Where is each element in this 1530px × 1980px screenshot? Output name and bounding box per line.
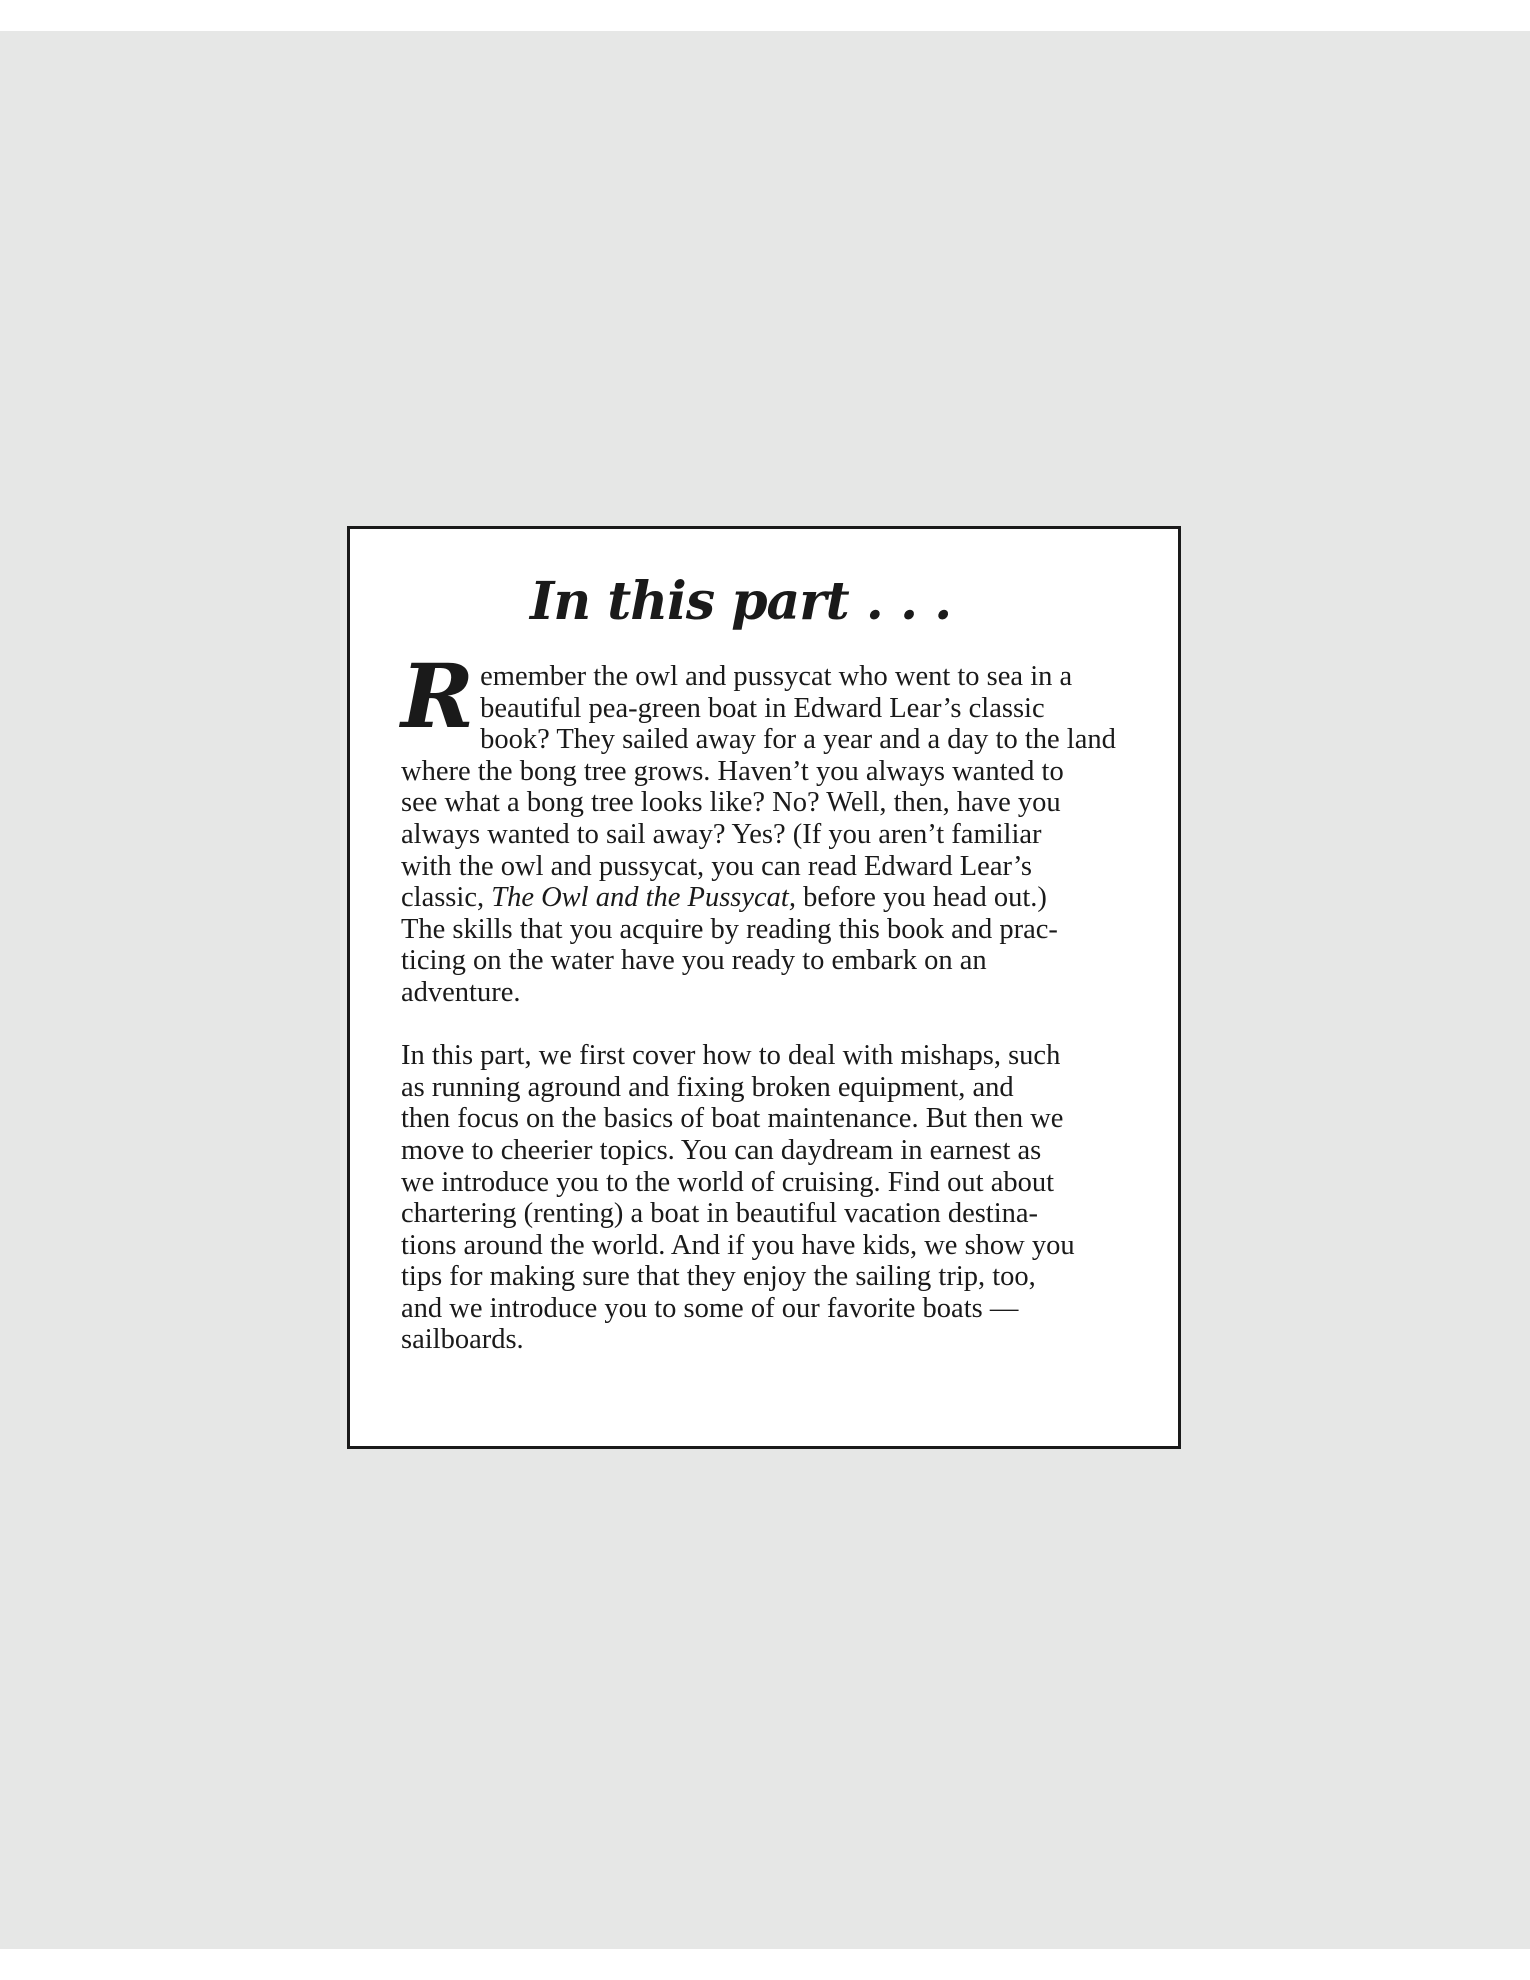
part-heading: In this part . . .: [530, 571, 952, 632]
paragraph-1-line-1: emember the owl and pussycat who went to sea in a: [480, 661, 1073, 692]
book-title: The Owl and the Pussycat,: [491, 882, 796, 914]
drop-cap-letter: R: [401, 644, 475, 748]
paragraph-1-ending: before you head out.) The skills that you acquire by reading this book and prac- ticing on the water have you ready to embark on an adventure.: [401, 882, 1058, 1008]
part-intro-box: [347, 526, 1181, 1449]
paragraph-1-line-2: beautiful pea-green boat in Edward Lear’s classic: [480, 692, 1045, 724]
intro-paragraph-1: [401, 644, 1151, 1009]
part-intro-text: [401, 644, 1151, 1356]
paragraph-1-body: book? They sailed away for a year and a day to the land where the bong tree grows. Haven’t you always wanted to see what a bong tree looks like? No? Well, then, have you always wanted to sail away? Yes? (If you aren’t familiar with the owl and pussycat, you can read Edward Lear’s classic,: [401, 724, 1116, 914]
intro-paragraph-2: In this part, we first cover how to deal with mishaps, such as running aground and fixing broken equipment, and then focus on the basics of boat maintenance. But then we move to cheerier topics. You can daydream in earnest as we introduce you to the world of cruising. Find out about chartering (renting) a boat in beautiful vacation destina- tions around the world. And if you have kids, we show you tips for making sure that they enjoy the sailing trip, too, and we introduce you to some of our favorite boats — sailboards.: [401, 1040, 1075, 1356]
